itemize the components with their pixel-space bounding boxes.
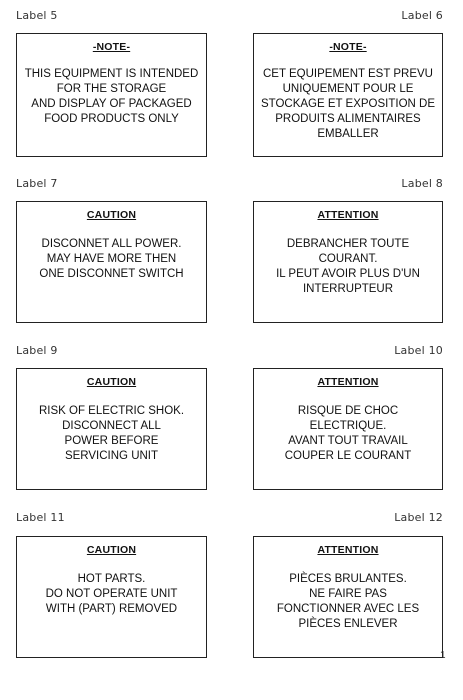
label-6-heading: -NOTE- xyxy=(329,41,367,53)
label-9-line: SERVICING UNIT xyxy=(64,450,159,462)
label-12-body xyxy=(254,572,442,632)
label-12-caption: Label 12 xyxy=(394,511,443,524)
label-8-box xyxy=(253,201,443,323)
label-5-line: FOOD PRODUCTS ONLY xyxy=(44,113,179,125)
label-9-heading: CAUTION xyxy=(86,376,137,388)
label-11-line: HOT PARTS. xyxy=(77,573,146,585)
label-7-line: MAY HAVE MORE THEN xyxy=(46,253,177,265)
label-11-line: DO NOT OPERATE UNIT xyxy=(45,588,178,600)
label-10-line: AVANT TOUT TRAVAIL xyxy=(288,435,408,447)
label-11-body xyxy=(17,572,206,617)
label-6-line: EMBALLER xyxy=(317,128,379,140)
label-7-heading: CAUTION xyxy=(86,209,137,221)
label-9-line: POWER BEFORE xyxy=(64,435,159,447)
label-6-box xyxy=(253,33,443,157)
label-11-heading: CAUTION xyxy=(86,544,137,556)
label-12-box xyxy=(253,536,443,658)
label-9-line: DISCONNECT ALL xyxy=(62,420,161,432)
label-6-line: UNIQUEMENT POUR LE xyxy=(282,83,414,95)
label-12-line: PIÈCES ENLEVER xyxy=(298,618,398,630)
label-10-line: ELECTRIQUE. xyxy=(309,420,387,432)
label-9-line: RISK OF ELECTRIC SHOK. xyxy=(38,405,185,417)
label-6-line: CET EQUIPEMENT EST PREVU xyxy=(263,68,433,80)
label-6-caption: Label 6 xyxy=(401,9,443,22)
label-11-box xyxy=(16,536,207,658)
label-7-caption: Label 7 xyxy=(16,177,58,190)
label-5-line: FOR THE STORAGE xyxy=(56,83,167,95)
label-10-body xyxy=(254,404,442,464)
label-10-box xyxy=(253,368,443,490)
label-5-line: THIS EQUIPMENT IS INTENDED xyxy=(24,68,199,80)
label-8-heading: ATTENTION xyxy=(317,209,379,221)
label-6-body xyxy=(254,67,442,142)
label-12-line: NE FAIRE PAS xyxy=(309,588,387,600)
label-8-line: DEBRANCHER TOUTE xyxy=(286,238,410,250)
label-8-line: INTERRUPTEUR xyxy=(302,283,394,295)
label-10-heading: ATTENTION xyxy=(317,376,379,388)
page-number: 1 xyxy=(440,650,446,661)
label-8-caption: Label 8 xyxy=(401,177,443,190)
label-7-line: DISCONNET ALL POWER. xyxy=(41,238,182,250)
label-5-box xyxy=(16,33,207,157)
label-6-line: STOCKAGE ET EXPOSITION DE xyxy=(260,98,436,110)
label-7-body xyxy=(17,237,206,282)
label-10-line: RISQUE DE CHOC xyxy=(297,405,399,417)
label-5-body xyxy=(17,67,206,127)
label-12-line: FONCTIONNER AVEC LES xyxy=(276,603,420,615)
label-7-box xyxy=(16,201,207,323)
label-6-line: PRODUITS ALIMENTAIRES xyxy=(275,113,421,125)
label-9-body xyxy=(17,404,206,464)
label-9-caption: Label 9 xyxy=(16,344,58,357)
label-11-line: WITH (PART) REMOVED xyxy=(45,603,178,615)
label-7-line: ONE DISCONNET SWITCH xyxy=(39,268,184,280)
label-9-box xyxy=(16,368,207,490)
label-5-line: AND DISPLAY OF PACKAGED xyxy=(31,98,192,110)
label-11-caption: Label 11 xyxy=(16,511,65,524)
label-8-line: IL PEUT AVOIR PLUS D'UN xyxy=(276,268,420,280)
label-10-line: COUPER LE COURANT xyxy=(284,450,412,462)
label-12-heading: ATTENTION xyxy=(317,544,379,556)
label-8-line: COURANT. xyxy=(318,253,378,265)
label-10-caption: Label 10 xyxy=(394,344,443,357)
label-8-body xyxy=(254,237,442,297)
label-12-line: PIÈCES BRULANTES. xyxy=(289,573,407,585)
label-5-caption: Label 5 xyxy=(16,9,58,22)
label-5-heading: -NOTE- xyxy=(92,41,131,53)
